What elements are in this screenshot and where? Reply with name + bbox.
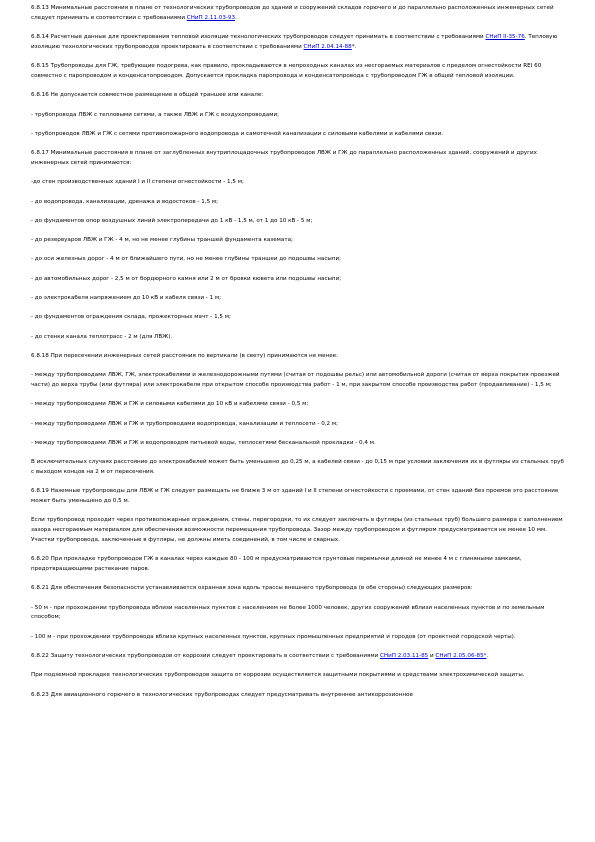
paragraph-text: 6.8.16 Не допускается совместное размещение в общей траншее или канале: (31, 92, 264, 99)
paragraph (31, 487, 564, 507)
paragraph-text: При подземной прокладке технологических трубопроводов защита от коррозии осуществляется защитными покрытиями и средствами электрохимической защиты. (31, 672, 525, 679)
paragraph-text: 6.8.18 При пересечении инженерных сетей расстояния по вертикали (в свету) принимаются не менее: (31, 352, 338, 359)
paragraph (31, 236, 564, 246)
paragraph-text: - между трубопроводами ЛВЖ и ГЖ и водопроводом питьевой воды, теплосетями бесканальной прокладки - 0,4 м. (31, 439, 376, 446)
paragraph-text: . (235, 14, 237, 21)
paragraph (31, 198, 564, 208)
paragraph (31, 294, 564, 304)
paragraph-text: - до фундаментов ограждения склада, прожекторных мачт - 1,5 м; (31, 314, 231, 321)
paragraph-text: - трубопроводов ЛВЖ и ГЖ с сетями противопожарного водопровода и самотечной канализации с силовыми кабелями и кабелями связи. (31, 130, 444, 137)
paragraph-text: - 50 м - при прохождении трубопровода вблизи населенных пунктов с населением не более 1000 человек, других сооружений вблизи населенных пунктов и по земельным способом; (31, 604, 545, 621)
paragraph-text: 6.8.15 Трубопроводы для ГЖ, требующие подогрева, как правило, прокладываются в непроходных каналах из несгораемых материалов с пределом огнестойкости REI 60 совместно с паропроводом и конденсатопроводом. Допускается прокладка паропровода и конденсатопровода с трубопроводом ГЖ в общей тепловой изоляции. (31, 63, 542, 79)
paragraph (31, 130, 564, 140)
paragraph (31, 400, 564, 410)
paragraph-text: - до автомобильных дорог - 2,5 м от бордюрного камня или 2 м от бровки кювета или подошвы насыпи; (31, 275, 342, 282)
paragraph-text: 6.8.14 Расчетные данные для проектирования тепловой изоляции технологических трубопроводов следует принимать в соответствии с требованиями (31, 34, 486, 41)
paragraph-text: - трубопровода ЛВЖ с тепловыми сетями, а также ЛВЖ и ГЖ с воздухопроводами; (31, 111, 280, 118)
paragraph (31, 439, 564, 449)
document-link[interactable]: СНиП 2.11.03-93 (186, 14, 236, 21)
document-link[interactable]: СНиП II-35-76 (485, 34, 525, 41)
document-link[interactable]: СНиП 2.05.06-85* (435, 653, 487, 660)
paragraph (31, 333, 564, 343)
paragraph (31, 62, 564, 82)
paragraph-text: 6.8.23 Для авиационного горючего в технологических трубопроводах следует предусматривать внутреннее антикоррозионное (31, 691, 413, 698)
paragraph-text: *. (351, 43, 357, 50)
paragraph (31, 652, 564, 662)
paragraph-text: - до стенки канала теплотрасс - 2 м (для ЛВЖ). (31, 333, 173, 340)
paragraph-text: В исключительных случаях расстояние до электрокабелей может быть уменьшено до 0,25 м, а кабелей связи - до 0,15 м при условии заключения их в футляры из стальных труб с выходом концов на 2 м от пересечения. (31, 459, 564, 476)
paragraph-text: -до стен производственных зданий I и II степени огнестойкости - 1,5 м; (31, 179, 244, 186)
paragraph (31, 178, 564, 188)
document-body (31, 4, 564, 710)
paragraph (31, 217, 564, 227)
paragraph-text: - до фундаментов опор воздушных линий электропередачи до 1 кВ - 1,5 м, от 1 до 10 кВ - 5 м; (31, 217, 313, 224)
paragraph-text: 6.8.19 Наземные трубопроводы для ЛВЖ и ГЖ следует размещать не ближе 3 м от зданий I и II степени огнестойкости с проемами, от стен зданий без проемов это расстояние может быть уменьшено до 0,5 м. (31, 488, 559, 505)
paragraph-text: . Тепловую изоляцию технологических трубопроводов проектировать в соответствии с требованиями (31, 34, 558, 50)
paragraph (31, 33, 564, 53)
paragraph (31, 313, 564, 323)
paragraph (31, 275, 564, 285)
paragraph-text: - до резервуаров ЛВЖ и ГЖ - 4 м, но не менее глубины траншей фундамента каземата; (31, 237, 293, 244)
paragraph-text: 6.8.17 Минимальные расстояния в плане от заглубленных внутриплощадочных трубопроводов ЛВЖ и ГЖ до параллельно расположенных зданий, сооружений и других инженерных сетей принимаются: (31, 150, 537, 166)
document-link[interactable]: СНиП 2.03.11-85 (379, 653, 429, 660)
paragraph (31, 516, 564, 545)
paragraph (31, 420, 564, 430)
paragraph (31, 91, 564, 101)
paragraph-text: - между трубопроводами ЛВЖ, ГЖ, электрокабелями и железнодорожными путями (считая от подошвы рельс) или автомобильной дороги (считая от верха покрытия проезжей части) до верха трубы (или футляра) или электрокабеля при открытом способе производства работ - 1 м, при закрытом способе производства работ (продавливание) - 1,5 м; (31, 372, 560, 389)
paragraph (31, 111, 564, 121)
paragraph (31, 149, 564, 169)
paragraph-text: 6.8.20 При прокладке трубопроводов ГЖ в каналах через каждые 80 - 100 м предусматриваются грунтовые перемычки длиной не менее 4 м с глиняными замками, предотвращающими растекание паров. (31, 556, 522, 573)
paragraph-text: и (428, 653, 436, 660)
paragraph-text: - 100 м - при прохождении трубопровода вблизи крупных населенных пунктов, крупных промышленных предприятий и городов (от проектной городской черты). (31, 633, 516, 640)
paragraph (31, 604, 564, 624)
paragraph-text: . (486, 653, 489, 660)
paragraph-text: - до водопровода, канализации, дренажа и водостоков - 1,5 м; (31, 198, 219, 205)
paragraph-text: - между трубопроводами ЛВЖ и ГЖ и силовыми кабелями до 10 кВ и кабелями связи - 0,5 м; (31, 401, 309, 408)
paragraph (31, 458, 564, 478)
paragraph (31, 584, 564, 594)
paragraph (31, 691, 564, 701)
paragraph-text: - между трубопроводами ЛВЖ и ГЖ и трубопроводами водопровода, канализации и теплосети - 0,2 м; (31, 420, 338, 427)
paragraph-text: - до оси железных дорог - 4 м от ближайшего пути, но не менее глубины траншеи до подошвы насыпи; (31, 256, 342, 263)
document-link[interactable]: СНиП 2.04.14-88 (303, 43, 352, 50)
paragraph (31, 255, 564, 265)
paragraph-text: 6.8.22 Защиту технологических трубопроводов от коррозии следует проектировать в соответствии с требованиями (31, 653, 380, 660)
paragraph-text: 6.8.21 Для обеспечения безопасности устанавливается охранная зона вдоль трассы внешнего трубопровода (в обе стороны) следующих размеров: (31, 585, 473, 592)
paragraph (31, 555, 564, 575)
paragraph (31, 4, 564, 24)
paragraph-text: - до электрокабеля напряжением до 10 кВ и кабеля связи - 1 м; (31, 295, 221, 302)
paragraph (31, 352, 564, 362)
paragraph-text: Если трубопровод проходит через противопожарные ограждения, стены, перегородки, то их следует заключать в футляры (из стальных труб) большего размера с заполнением зазора несгораемым материалом для обеспечения возможности перемещения трубопровода. Зазор между трубопроводом и футляром предусматривается не менее 10 мм. Участки трубопровода, заключенные в футляры, не должны иметь соединений, в том числе и сварных. (31, 517, 563, 543)
paragraph (31, 671, 564, 681)
paragraph (31, 371, 564, 391)
paragraph (31, 633, 564, 643)
paragraph-text: 6.8.13 Минимальные расстояния в плане от технологических трубопроводов до зданий и сооружений складов горючего и до параллельно расположенных инженерных сетей следует принимать в соответствии с требованиями (31, 5, 554, 21)
